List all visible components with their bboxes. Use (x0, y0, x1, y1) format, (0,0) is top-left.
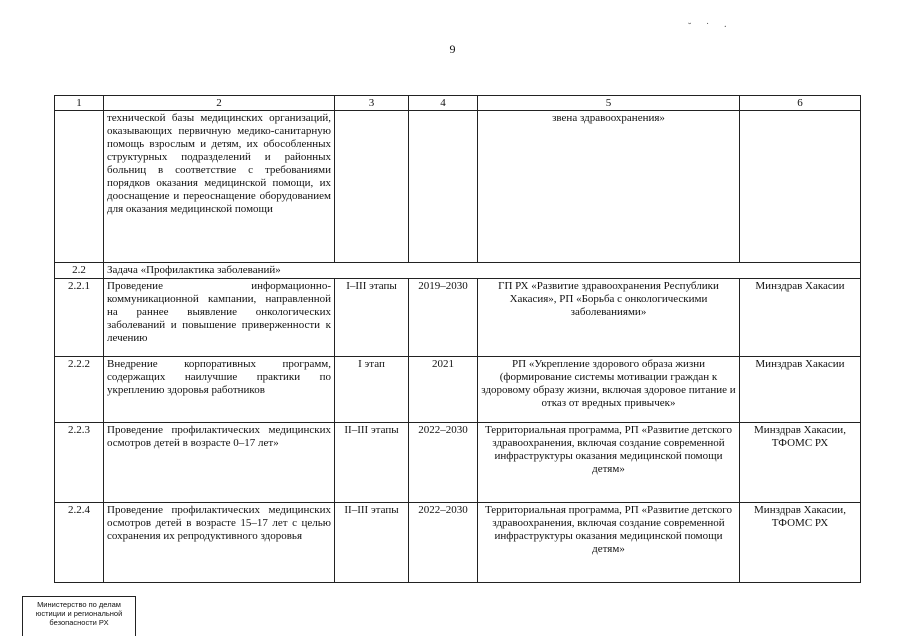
row-stages: II–III этапы (335, 503, 409, 583)
row-programs: РП «Укрепление здорового образа жизни (формирование системы мотивации граждан к здоровому образу жизни, включая здоровое питание и отказ от вредных привычек» (478, 357, 740, 423)
row-period: 2022–2030 (409, 503, 478, 583)
table-cell (335, 111, 409, 263)
column-header: 5 (478, 96, 740, 111)
table-row (55, 279, 861, 357)
section-row (55, 263, 861, 279)
continuation-row (55, 111, 861, 263)
stamp-line: безопасности РХ (49, 618, 109, 627)
stamp-line: юстиции и региональной (35, 609, 123, 618)
row-period: 2019–2030 (409, 279, 478, 357)
row-executor: Минздрав Хакасии (740, 279, 861, 357)
scan-marks: ˘ ˙ · (688, 22, 733, 33)
table-row (55, 423, 861, 503)
table-cell (740, 111, 861, 263)
table-row (55, 357, 861, 423)
row-executor: Минздрав Хакасии, ТФОМС РХ (740, 503, 861, 583)
column-header: 3 (335, 96, 409, 111)
column-header: 4 (409, 96, 478, 111)
column-header: 1 (55, 96, 104, 111)
row-period: 2022–2030 (409, 423, 478, 503)
section-number: 2.2 (55, 263, 104, 279)
table-row (55, 503, 861, 583)
row-stages: I этап (335, 357, 409, 423)
column-header: 6 (740, 96, 861, 111)
row-description: Проведение профилактических медицинских осмотров детей в возрасте 15–17 лет с целью сохранения их репродуктивного здоровья (104, 503, 335, 583)
row-description: Проведение информационно-коммуникационной кампании, направленной на раннее выявление онкологических заболеваний и повышение приверженности к лечению (104, 279, 335, 357)
row-programs: Территориальная программа, РП «Развитие детского здравоохранения, включая создание современной инфраструктуры оказания медицинской помощи детям» (478, 423, 740, 503)
row-number: 2.2.4 (55, 503, 104, 583)
table-cell (55, 111, 104, 263)
row-period: 2021 (409, 357, 478, 423)
row-programs: Территориальная программа, РП «Развитие детского здравоохранения, включая создание современной инфраструктуры оказания медицинской помощи детям» (478, 503, 740, 583)
row-description: Внедрение корпоративных программ, содержащих наилучшие практики по укреплению здоровья работников (104, 357, 335, 423)
row-number: 2.2.3 (55, 423, 104, 503)
column-header: 2 (104, 96, 335, 111)
row-programs: ГП РХ «Развитие здравоохранения Республики Хакасия», РП «Борьба с онкологическими заболеваниями» (478, 279, 740, 357)
row-number: 2.2.2 (55, 357, 104, 423)
ministry-stamp (22, 596, 136, 636)
row-executor: Минздрав Хакасии (740, 357, 861, 423)
table-cell (409, 111, 478, 263)
stamp-line: Министерство по делам (37, 600, 121, 609)
row-number: 2.2.1 (55, 279, 104, 357)
row-stages: I–III этапы (335, 279, 409, 357)
row-executor: Минздрав Хакасии, ТФОМС РХ (740, 423, 861, 503)
row-stages: II–III этапы (335, 423, 409, 503)
table-cell-programs: звена здравоохранения» (478, 111, 740, 263)
row-description: Проведение профилактических медицинских осмотров детей в возрасте 0–17 лет» (104, 423, 335, 503)
section-title: Задача «Профилактика заболеваний» (104, 263, 861, 279)
page-number: 9 (449, 42, 456, 56)
table-header-row (55, 96, 861, 111)
measures-table (54, 95, 861, 583)
table-cell-description: технической базы медицинских организаций, оказывающих первичную медико-санитарную помощь взрослым и детям, их обособленных структурных подразделений и районных больниц в соответствие с требованиями порядков оказания медицинской помощи, их дооснащение и переоснащение оборудованием для оказания медицинской помощи (104, 111, 335, 263)
